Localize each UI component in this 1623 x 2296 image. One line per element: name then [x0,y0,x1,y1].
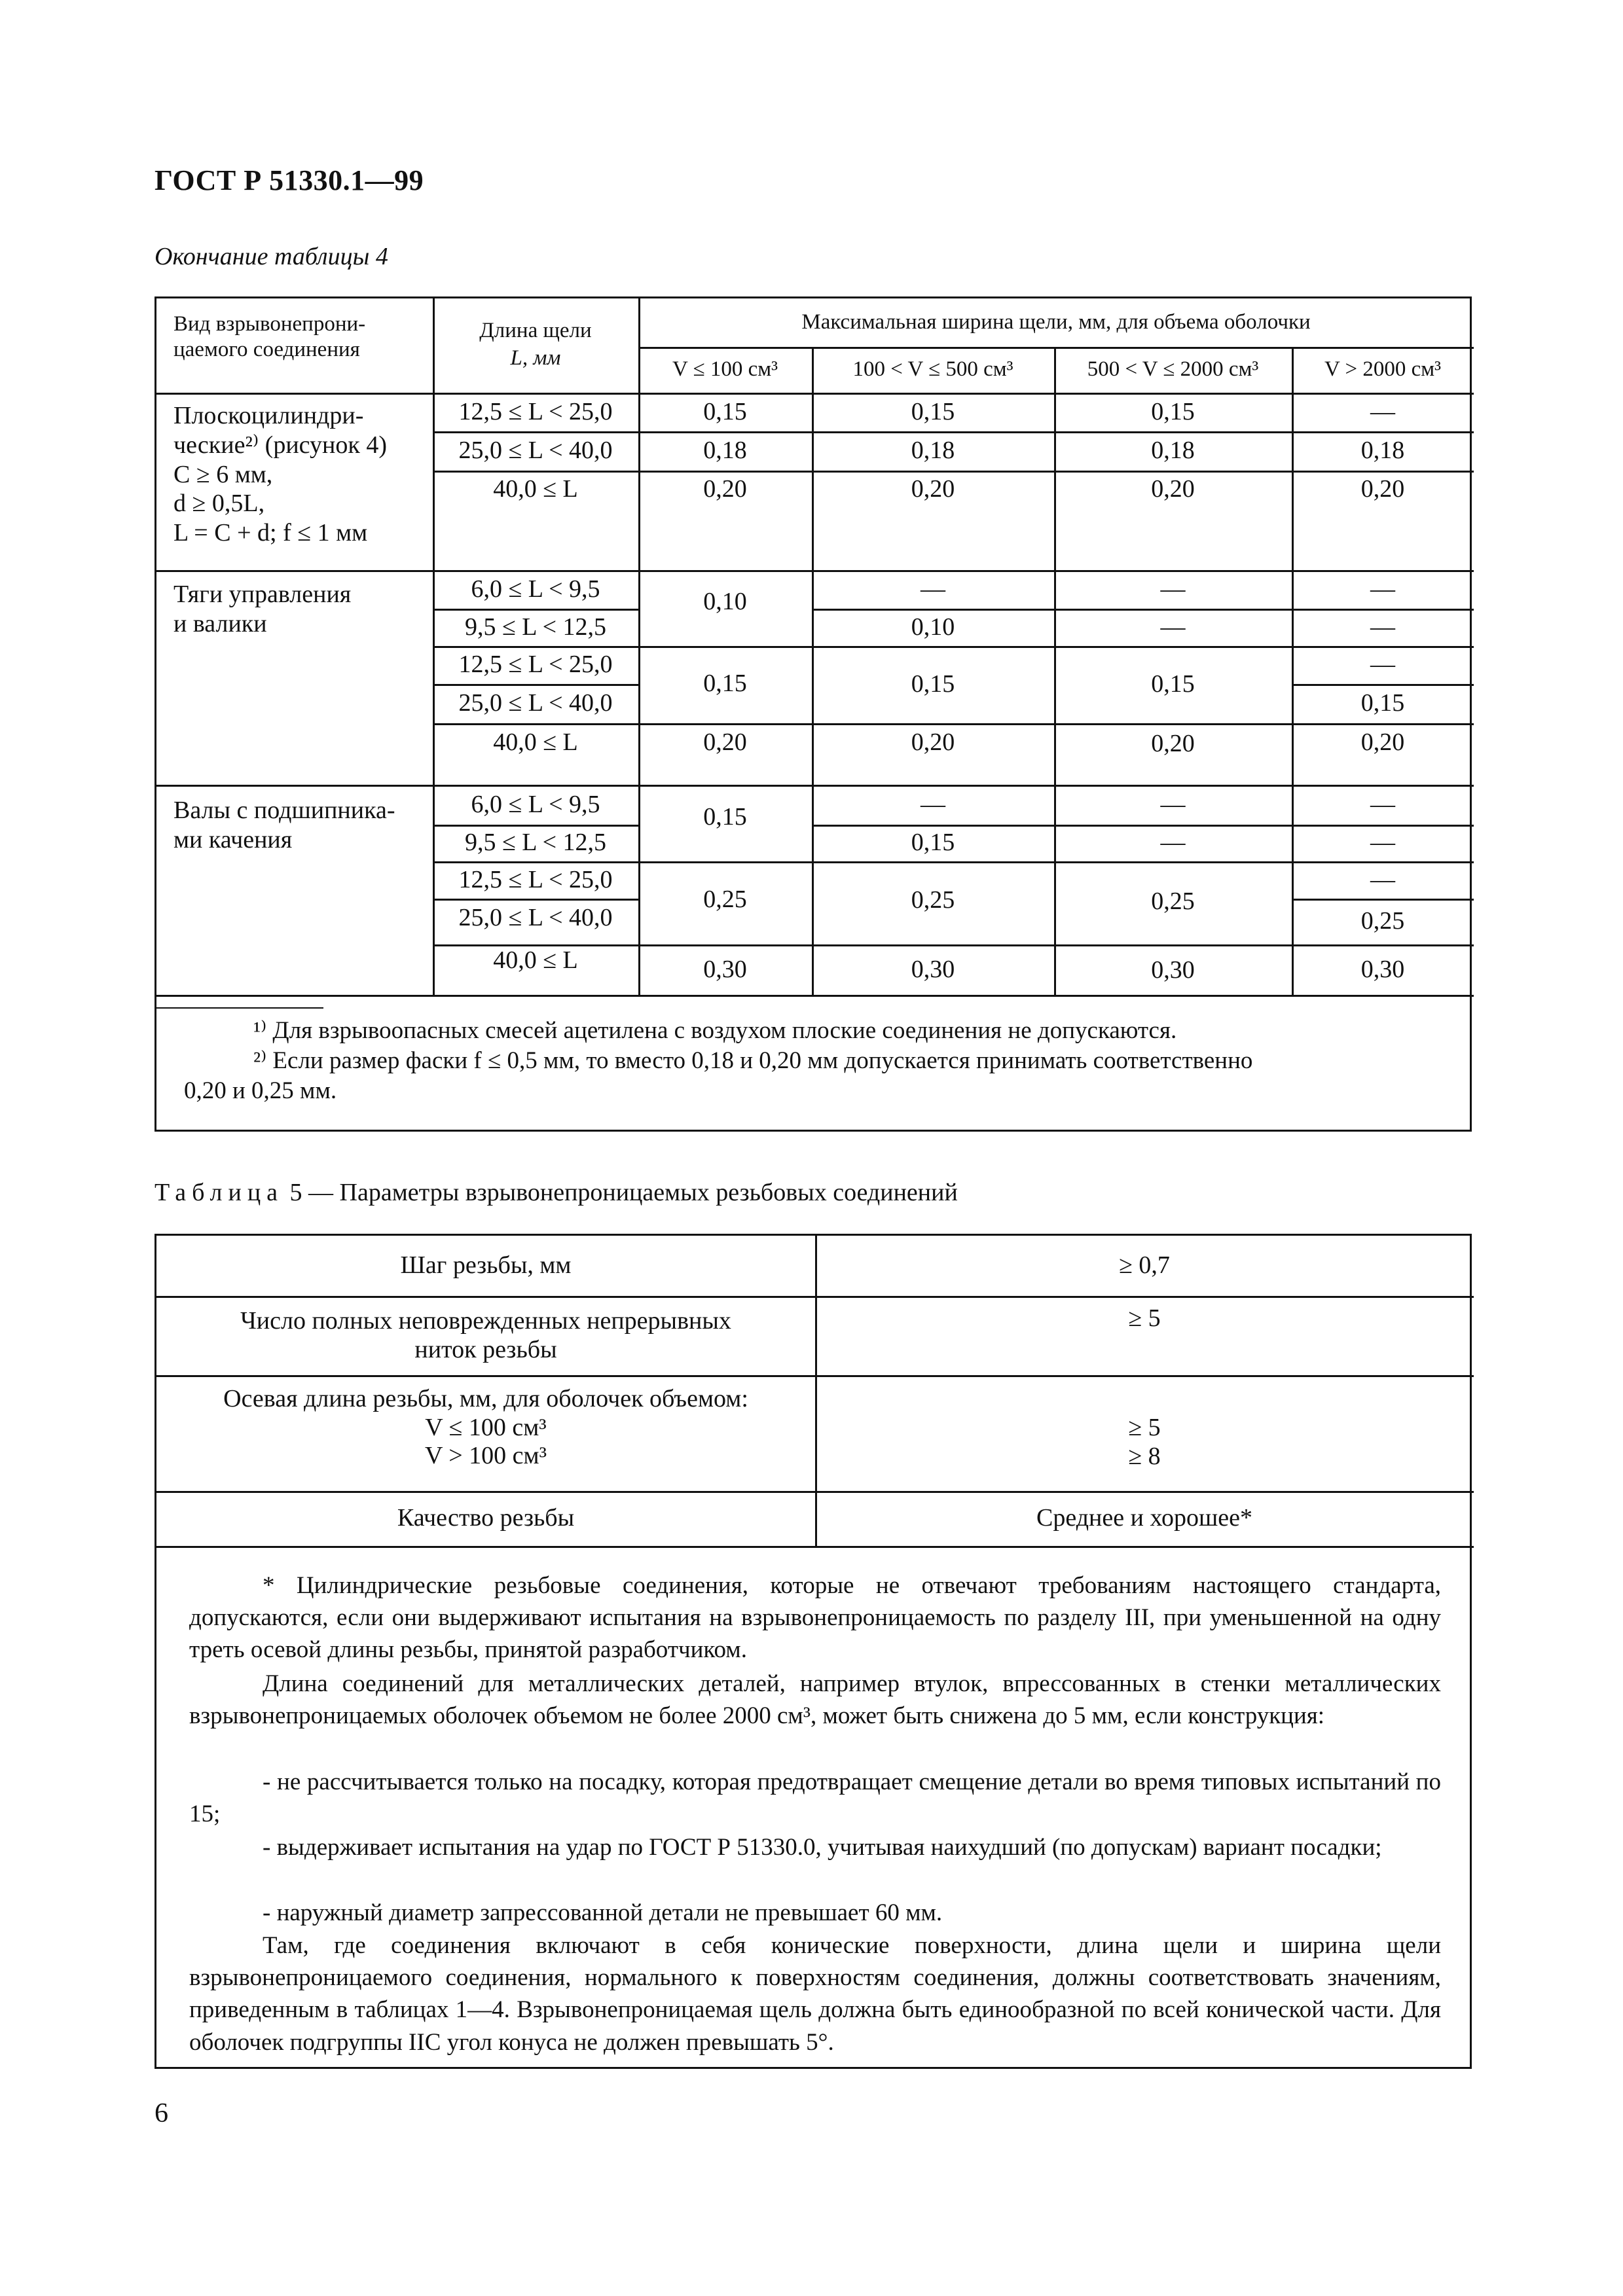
table5-note-1: * Цилиндрические резьбовые соединения, которые не отвечают требованиям настоящего стандарта, допускаются, если они выдерживают испытания на взрывонепроницаемость по разделу III, при уменьшенной на одну треть осевой длины резьбы, принятой разработчиком. [189,1572,1441,1664]
value-cell: 0,18 [703,437,747,465]
value-cell: — [1370,829,1395,857]
value-cell: — [1160,829,1186,857]
full-threads-value: ≥ 5 [1128,1304,1161,1332]
value-cell: 0,25 [1360,907,1405,935]
joint-type-control-rods: Тяги управления и валики [173,581,352,637]
max-width-header: Максимальная ширина щели, мм, для объема оболочки [801,310,1311,334]
value-cell: 0,30 [911,955,955,983]
value-cell: 0,30 [703,955,747,983]
table5-note-5: - наружный диаметр запрессованной детали не превышает 60 мм. [263,1899,943,1926]
thread-quality-label: Качество резьбы [397,1504,575,1532]
value-cell: 0,20 [1360,475,1405,503]
value-cell: — [1370,651,1395,679]
footnote-2: ²⁾ Если размер фаски f ≤ 0,5 мм, то вместо 0,18 и 0,20 мм допускается принимать соответственно [253,1047,1253,1074]
value-cell: 0,18 [911,437,955,465]
table4-caption: Окончание таблицы 4 [155,243,388,270]
value-cell: 0,20 [911,728,955,757]
thread-quality-value: Среднее и хорошее* [1036,1504,1252,1532]
length-cell: 25,0 ≤ L < 40,0 [458,437,613,465]
table5-caption-label: Таблица [155,1179,284,1206]
value-cell: 0,10 [911,613,955,641]
value-cell: 0,15 [703,670,747,698]
value-cell: — [1160,613,1186,641]
table5-note-4: - выдерживает испытания на удар по ГОСТ Р 51330.0, учитывая наихудший (по допускам) вариант посадки; [263,1834,1382,1861]
length-cell: 40,0 ≤ L [493,728,578,757]
volume-header-4: V > 2000 см³ [1324,357,1442,382]
value-cell: — [921,790,945,818]
axial-length-label: Осевая длина резьбы, мм, для оболочек объемом: V ≤ 100 см³ V > 100 см³ [223,1385,748,1470]
value-cell: 0,15 [703,803,747,831]
value-cell: 0,30 [1151,956,1195,984]
value-cell: 0,20 [911,475,955,503]
footnote-2-continued: 0,20 и 0,25 мм. [184,1077,337,1104]
value-cell: 0,15 [911,670,955,698]
value-cell: 0,20 [1360,728,1405,757]
volume-header-3: 500 < V ≤ 2000 см³ [1087,357,1259,382]
value-cell: 0,30 [1360,955,1405,983]
table5-note-3: - не рассчитывается только на посадку, которая предотвращает смещение детали во время типовых испытаний по 15; [189,1768,1441,1828]
length-cell: 6,0 ≤ L < 9,5 [471,790,600,818]
page-number: 6 [155,2098,168,2128]
length-cell: 9,5 ≤ L < 12,5 [464,613,607,641]
volume-header-2: 100 < V ≤ 500 см³ [852,357,1013,382]
value-cell: 0,18 [1360,437,1405,465]
value-cell: 0,15 [703,397,747,425]
value-cell: 0,20 [703,475,747,503]
value-cell: — [1370,575,1395,603]
value-cell: 0,20 [1151,730,1195,758]
value-cell: — [1160,575,1186,603]
table-rule [156,1546,1474,1548]
value-cell: 0,25 [911,886,955,914]
table5 [155,1234,1472,2069]
thread-pitch-label: Шаг резьбы, мм [400,1251,572,1280]
value-cell: 0,25 [703,886,747,914]
joint-type-rolling-bearing-shafts: Валы с подшипника- ми качения [173,797,395,853]
length-header-unit: L, мм [510,346,561,370]
table4 [155,296,1472,1132]
joint-type-header: Вид взрывонепрони- цаемого соединения [173,312,366,361]
value-cell: 0,15 [1151,670,1195,698]
value-cell: 0,15 [1151,397,1195,425]
length-cell: 12,5 ≤ L < 25,0 [458,865,613,893]
length-cell: 40,0 ≤ L [493,946,578,975]
value-cell: 0,15 [911,397,955,425]
thread-pitch-value: ≥ 0,7 [1119,1251,1170,1280]
footnote-1: ¹⁾ Для взрывоопасных смесей ацетилена с воздухом плоские соединения не допускаются. [253,1017,1177,1044]
value-cell: 0,25 [1151,888,1195,916]
value-cell: — [1370,790,1395,818]
footnote-separator [156,1007,323,1009]
value-cell: 0,10 [703,588,747,616]
table-rule [156,1375,1474,1377]
table5-caption [155,1178,958,1207]
length-cell: 12,5 ≤ L < 25,0 [458,397,613,425]
length-cell: 40,0 ≤ L [493,475,578,503]
value-cell: — [921,575,945,603]
length-header: Длина щели [479,319,592,343]
length-cell: 6,0 ≤ L < 9,5 [471,575,600,603]
table5-caption-text: 5 — Параметры взрывонепроницаемых резьбовых соединений [283,1179,958,1206]
length-cell: 9,5 ≤ L < 12,5 [464,829,607,857]
length-cell: 12,5 ≤ L < 25,0 [458,651,613,679]
full-threads-label: Число полных неповрежденных непрерывных ниток резьбы [240,1306,731,1363]
length-cell: 25,0 ≤ L < 40,0 [458,904,613,932]
value-cell: 0,15 [1360,689,1405,717]
value-cell: — [1370,613,1395,641]
axial-length-value: ≥ 5 ≥ 8 [1128,1414,1161,1470]
value-cell: — [1370,397,1395,425]
volume-header-1: V ≤ 100 см³ [672,357,778,382]
length-cell: 25,0 ≤ L < 40,0 [458,689,613,717]
table5-note-6: Там, где соединения включают в себя конические поверхности, длина щели и ширина щели взрывонепроницаемого соединения, нормального к поверхностям соединения, должны соответствовать значениям, приведенным в таблицах 1—4. Взрывонепроницаемая щель должна быть единообразной по всей конической части. Для оболочек подгруппы IIC угол конуса не должен превышать 5°. [189,1932,1441,2056]
value-cell: — [1160,790,1186,818]
value-cell: 0,20 [703,728,747,757]
document-header: ГОСТ Р 51330.1—99 [155,164,424,196]
value-cell: 0,18 [1151,437,1195,465]
value-cell: 0,20 [1151,475,1195,503]
table5-note-2: Длина соединений для металлических деталей, например втулок, впрессованных в стенки металлических взрывонепроницаемых оболочек объемом не более 2000 см³, может быть снижена до 5 мм, если конструкция: [189,1670,1441,1730]
joint-type-flat-cylindrical: Плоскоцилиндри- ческие²⁾ (рисунок 4) C ≥ 6 мм, d ≥ 0,5L, L = C + d; f ≤ 1 мм [173,402,387,547]
value-cell: 0,15 [911,829,955,857]
value-cell: — [1370,865,1395,893]
